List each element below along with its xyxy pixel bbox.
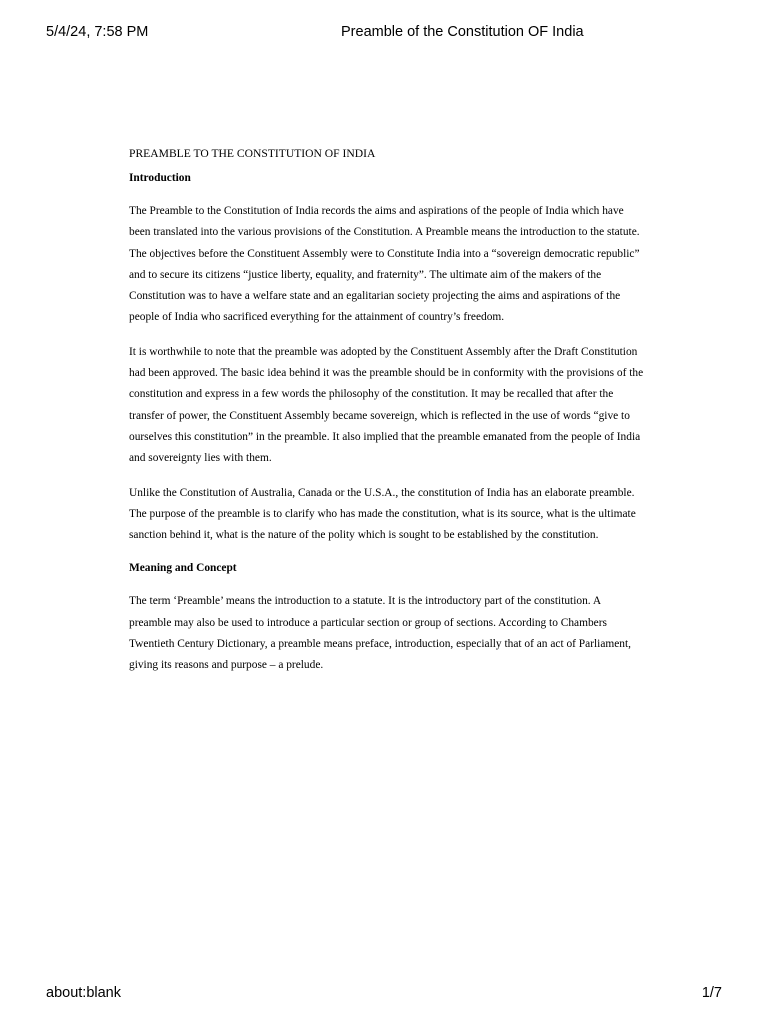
heading-meaning-and-concept: Meaning and Concept [129,562,237,575]
document-title: PREAMBLE TO THE CONSTITUTION OF INDIA [129,147,376,160]
paragraph-2: It is worthwhile to note that the preamble was adopted by the Constituent Assembly after the Draft Constitution had been approved. The basic idea behind it was the preamble should be in conformity with the provisions of the constitution and express in a few words the philosophy of the constitution. It may be recalled that after the transfer of power, the Constituent Assembly became sovereign, which is reflected in the use of words “give to ourselves this constitution” in the preamble. It also implied that the preamble emanated from the people of India and sovereignty lies with them. [129,345,644,465]
page-number: 1/7 [701,985,722,1001]
print-header [46,22,722,42]
print-page-title: Preamble of the Constitution OF India [341,24,584,40]
paragraph-3: Unlike the Constitution of Australia, Canada or the U.S.A., the constitution of India has an elaborate preamble. The purpose of the preamble is to clarify who has made the constitution, what is its source, what is the ultimate sanction behind it, what is the nature of the polity which is sought to be established by the constitution. [129,486,636,542]
document-body [129,145,644,690]
paragraph-4: The term ‘Preamble’ means the introduction to a statute. It is the introductory part of the constitution. A preamble may also be used to introduce a particular section or group of sections. According to Chambers Twentieth Century Dictionary, a preamble means preface, introduction, especially that of an act of Parliament, giving its reasons and purpose – a prelude. [129,595,631,672]
heading-introduction: Introduction [129,172,191,184]
print-url: about:blank [46,985,121,1001]
paragraph-1: The Preamble to the Constitution of India records the aims and aspirations of the people of India which have been translated into the various provisions of the Constitution. A Preamble means the introduction to the statute. The objectives before the Constituent Assembly were to Constitute India into a “sovereign democratic republic” and to secure its citizens “justice liberty, equality, and fraternity”. The ultimate aim of the makers of the Constitution was to have a welfare state and an egalitarian society projecting the aims and aspirations of the people of India who sacrificed everything for the attainment of country’s freedom. [129,205,640,324]
print-datetime: 5/4/24, 7:58 PM [46,24,149,40]
print-footer [46,983,722,1003]
